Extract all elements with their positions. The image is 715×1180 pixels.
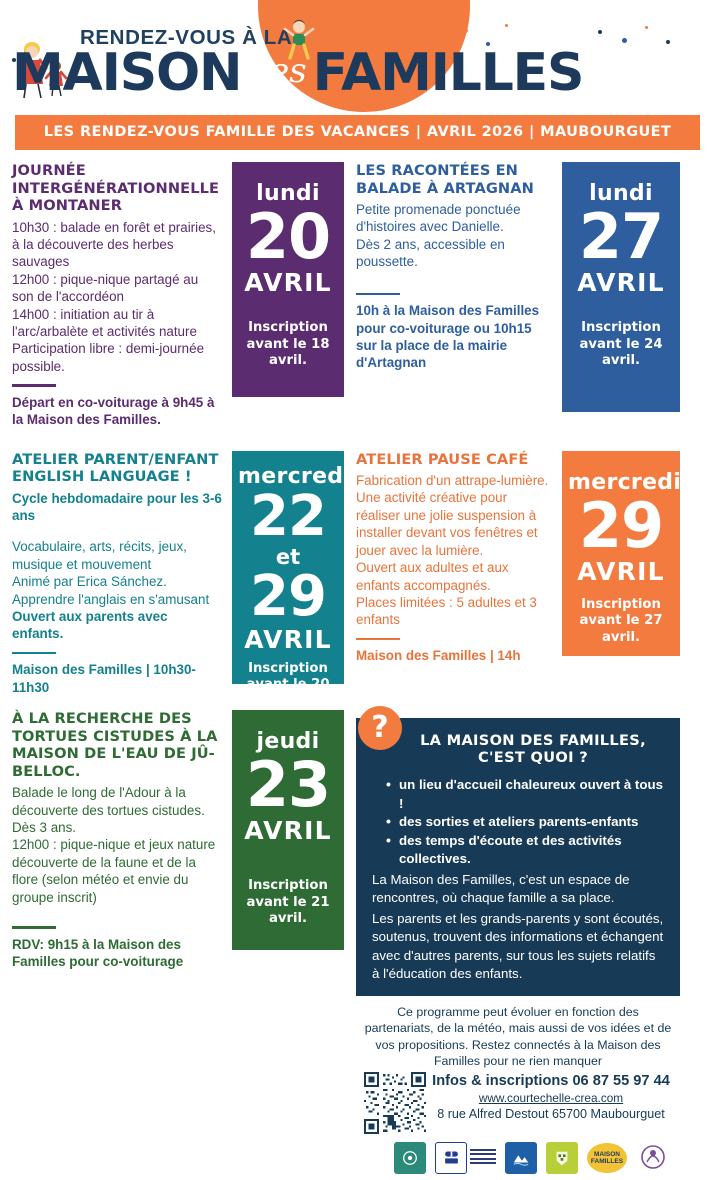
event-body <box>12 219 222 376</box>
question-mark-icon: ? <box>358 706 402 750</box>
qr-code-icon[interactable] <box>364 1072 426 1134</box>
event-body <box>12 490 222 643</box>
event-body-line: Places limitées : 5 adultes et 3 enfants <box>356 594 537 628</box>
date-card-20-avril[interactable] <box>232 162 344 397</box>
event-body-line: 10h30 : balade en forêt et prairies, à la découverte des herbes sauvages <box>12 219 216 270</box>
subtitle-bar: LES RENDEZ-VOUS FAMILLE DES VACANCES | AVRIL 2026 | MAUBOURGUET <box>15 115 700 150</box>
partner-logo-val-adour <box>505 1142 537 1174</box>
info-panel-wrapper <box>356 710 680 996</box>
date-month: AVRIL <box>577 268 665 297</box>
date-registration-note: Inscription avant le 27 avril. <box>579 596 663 645</box>
info-and-footer-column <box>344 710 680 1180</box>
date-registration-note: Inscription avant le 18 avril. <box>246 320 330 368</box>
event-body-line: 14h00 : initiation au tir à l'arc/arbalète et activités nature <box>12 306 197 339</box>
logo-word-des: des <box>247 51 307 91</box>
event-block-montaner <box>12 162 232 429</box>
event-body-line: Vocabulaire, arts, récits, jeux, musique et mouvement <box>12 539 187 572</box>
info-paragraph: La Maison des Familles, c'est un espace de rencontres, où chaque famille a sa place. <box>372 871 630 906</box>
event-block-english <box>12 451 232 697</box>
footer-address: 8 rue Alfred Destout 65700 Maubourguet <box>437 1106 665 1121</box>
date-card-23-avril[interactable] <box>232 710 344 950</box>
info-bullet-list <box>386 776 664 869</box>
event-body-line: Balade le long de l'Adour à la découverte des tortues cistudes. <box>12 785 205 818</box>
info-bullet: • des sorties et ateliers parents-enfants <box>386 813 664 832</box>
date-card-column <box>232 451 352 709</box>
val-adour-logo-icon <box>505 1142 537 1174</box>
info-bullet: • des temps d'écoute et des activités collectives. <box>386 832 664 869</box>
event-block-artagnan <box>344 162 562 372</box>
date-day: lundi <box>589 181 653 206</box>
maison-des-familles-logo-icon <box>587 1143 627 1173</box>
event-body <box>12 784 222 906</box>
partner-logo-maubourguet <box>546 1142 578 1174</box>
event-title: ATELIER PARENT/ENFANT ENGLISH LANGUAGE ! <box>12 450 219 486</box>
event-body-line: Participation libre : demi-journée possible. <box>12 341 205 374</box>
partner-logos-row <box>356 1134 680 1180</box>
event-body-line: Apprendre l'anglais en s'amusant <box>12 591 210 607</box>
event-body-line: 12h00 : pique-nique et jeux nature découverte de la faune et de la flore (selon météo et envie du groupe inscrit) <box>12 837 216 905</box>
event-body-line: Animé par Erica Sánchez. <box>12 574 167 590</box>
partner-logo-caf <box>394 1142 426 1174</box>
event-block-tortues <box>12 710 232 970</box>
date-card-27-avril[interactable] <box>562 162 680 412</box>
date-conjunction: et <box>275 544 301 569</box>
event-footer: Départ en co-voiturage à 9h45 à la Maison des Familles. <box>12 394 215 428</box>
event-body-line: Petite promenade ponctuée d'histoires avec Danielle. <box>356 202 521 235</box>
date-card-22-29-avril[interactable] <box>232 451 352 709</box>
event-footer: 10h à la Maison des Familles pour co-voiturage ou 10h15 sur la place de la mairie d'Artagnan <box>356 303 540 371</box>
event-body-spacer <box>12 524 222 538</box>
date-card-column <box>232 162 344 397</box>
date-day: mercredi <box>238 463 352 489</box>
divider <box>12 652 56 655</box>
date-number: 20 <box>245 200 331 273</box>
event-body-line: Fabrication d'un attrape-lumière. <box>356 473 549 489</box>
date-day: lundi <box>256 181 320 206</box>
event-row-1 <box>12 162 703 429</box>
date-number: 27 <box>578 200 664 273</box>
date-number: 29 <box>578 488 664 562</box>
caf-logo-icon <box>394 1142 426 1174</box>
date-day: mercredi <box>568 469 682 495</box>
poster-header <box>0 0 715 112</box>
logo-word-maison: MAISON <box>12 43 242 103</box>
maubourguet-logo-icon <box>546 1142 578 1174</box>
info-bullet: • un lieu d'accueil chaleureux ouvert à tous ! <box>386 776 664 813</box>
logo-word-familles: FAMILLES <box>312 43 584 103</box>
date-registration-note: Inscription avant le 24 avril. <box>579 320 663 368</box>
mountain-icon <box>512 1149 530 1167</box>
info-paragraph: Les parents et les grands-parents y sont écoutés, soutenus, trouvent des informations et échangent avec d'autres parents, sur tous les sujets relatifs à l'éducation des enfants. <box>372 910 664 982</box>
event-title: LES RACONTÉES EN BALADE À ARTAGNAN <box>356 162 534 197</box>
event-footer: Maison des Familles | 10h30-11h30 <box>12 662 196 695</box>
date-month: AVRIL <box>577 556 665 586</box>
sfrs-logo-icon <box>435 1142 467 1174</box>
date-number: 23 <box>245 748 331 822</box>
event-body-line: Ouvert aux adultes et aux enfants accompagnés. <box>356 560 509 593</box>
divider <box>12 384 56 387</box>
footer-website-link[interactable]: www.courtechelle-crea.com <box>478 1090 624 1105</box>
partner-logo-courte-echelle <box>636 1143 670 1173</box>
header-kicker: RENDEZ-VOUS À LA <box>80 26 293 49</box>
footer-note: Ce programme peut évoluer en fonction des partenariats, de la météo, mais aussi de vos idées et de vos propositions. Restez connectés à la Maison des Familles pour ne rien manquer <box>364 1004 672 1069</box>
divider <box>356 293 400 296</box>
event-row-2 <box>12 450 703 709</box>
mdf-logo-text: MAISON FAMILLES <box>590 1150 624 1165</box>
date-month: AVRIL <box>244 816 332 846</box>
crest-icon <box>553 1149 571 1167</box>
info-panel <box>356 718 680 996</box>
event-body <box>356 201 554 271</box>
date-card-column <box>562 162 680 412</box>
date-registration-note: Inscription avant le 21 avril. <box>246 878 330 927</box>
date-number-secondary: 29 <box>250 563 326 629</box>
date-day: jeudi <box>256 729 320 755</box>
events-grid <box>0 162 715 1180</box>
event-title: À LA RECHERCHE DES TORTUES CISTUDES À LA MAISON DE L'EAU DE JÛ-BELLOC. <box>12 710 218 780</box>
date-card-column <box>232 710 344 950</box>
footer-phone[interactable]: Infos & inscriptions 06 87 55 97 44 <box>432 1072 670 1089</box>
date-card-29-avril[interactable] <box>562 451 680 656</box>
poster-footer <box>356 996 680 1134</box>
event-footer: RDV: 9h15 à la Maison des Familles pour co-voiturage <box>12 936 184 970</box>
date-month: AVRIL <box>244 624 332 654</box>
date-card-column <box>562 451 680 656</box>
partner-logo-sfrs <box>435 1142 496 1174</box>
jumping-child-mascot-icon <box>282 18 316 62</box>
divider <box>356 638 400 641</box>
divider <box>12 926 56 929</box>
sfrs-mark-icon <box>443 1149 460 1166</box>
date-registration-note: Inscription avant le 20 avril. <box>246 660 330 709</box>
event-body-line: Une activité créative pour réaliser une jolie suspension à installer devant vos fenêtres et jouer avec la lumière. <box>356 490 538 558</box>
event-body-line: Ouvert aux parents avec enfants. <box>12 609 168 642</box>
event-block-pause-cafe <box>344 451 562 665</box>
event-title: ATELIER PAUSE CAFÉ <box>356 450 529 468</box>
courte-echelle-logo-icon <box>636 1143 670 1173</box>
date-number: 22 <box>250 483 326 549</box>
sfrs-wordmark <box>470 1149 496 1167</box>
info-panel-title: LA MAISON DES FAMILLES, C'EST QUOI ? <box>420 732 646 767</box>
event-body-line: Cycle hebdomadaire pour les 3-6 ans <box>12 490 222 523</box>
partner-logo-maison-des-familles <box>587 1143 627 1173</box>
event-footer: Maison des Familles | 14h <box>356 648 521 664</box>
event-title: JOURNÉE INTERGÉNÉRATIONNELLE À MONTANER <box>12 162 220 214</box>
date-month: AVRIL <box>244 268 332 297</box>
footer-contact-row <box>362 1072 674 1134</box>
event-body <box>356 472 554 629</box>
event-body-line: Dès 3 ans. <box>12 820 77 836</box>
event-body-line: Dès 2 ans, accessible en poussette. <box>356 236 505 270</box>
event-row-3 <box>12 710 703 1180</box>
footer-contact-details <box>426 1072 674 1122</box>
event-body-line: 12h00 : pique-nique partagé au son de l'accordéon <box>12 271 199 305</box>
caf-mark-icon <box>401 1149 419 1167</box>
